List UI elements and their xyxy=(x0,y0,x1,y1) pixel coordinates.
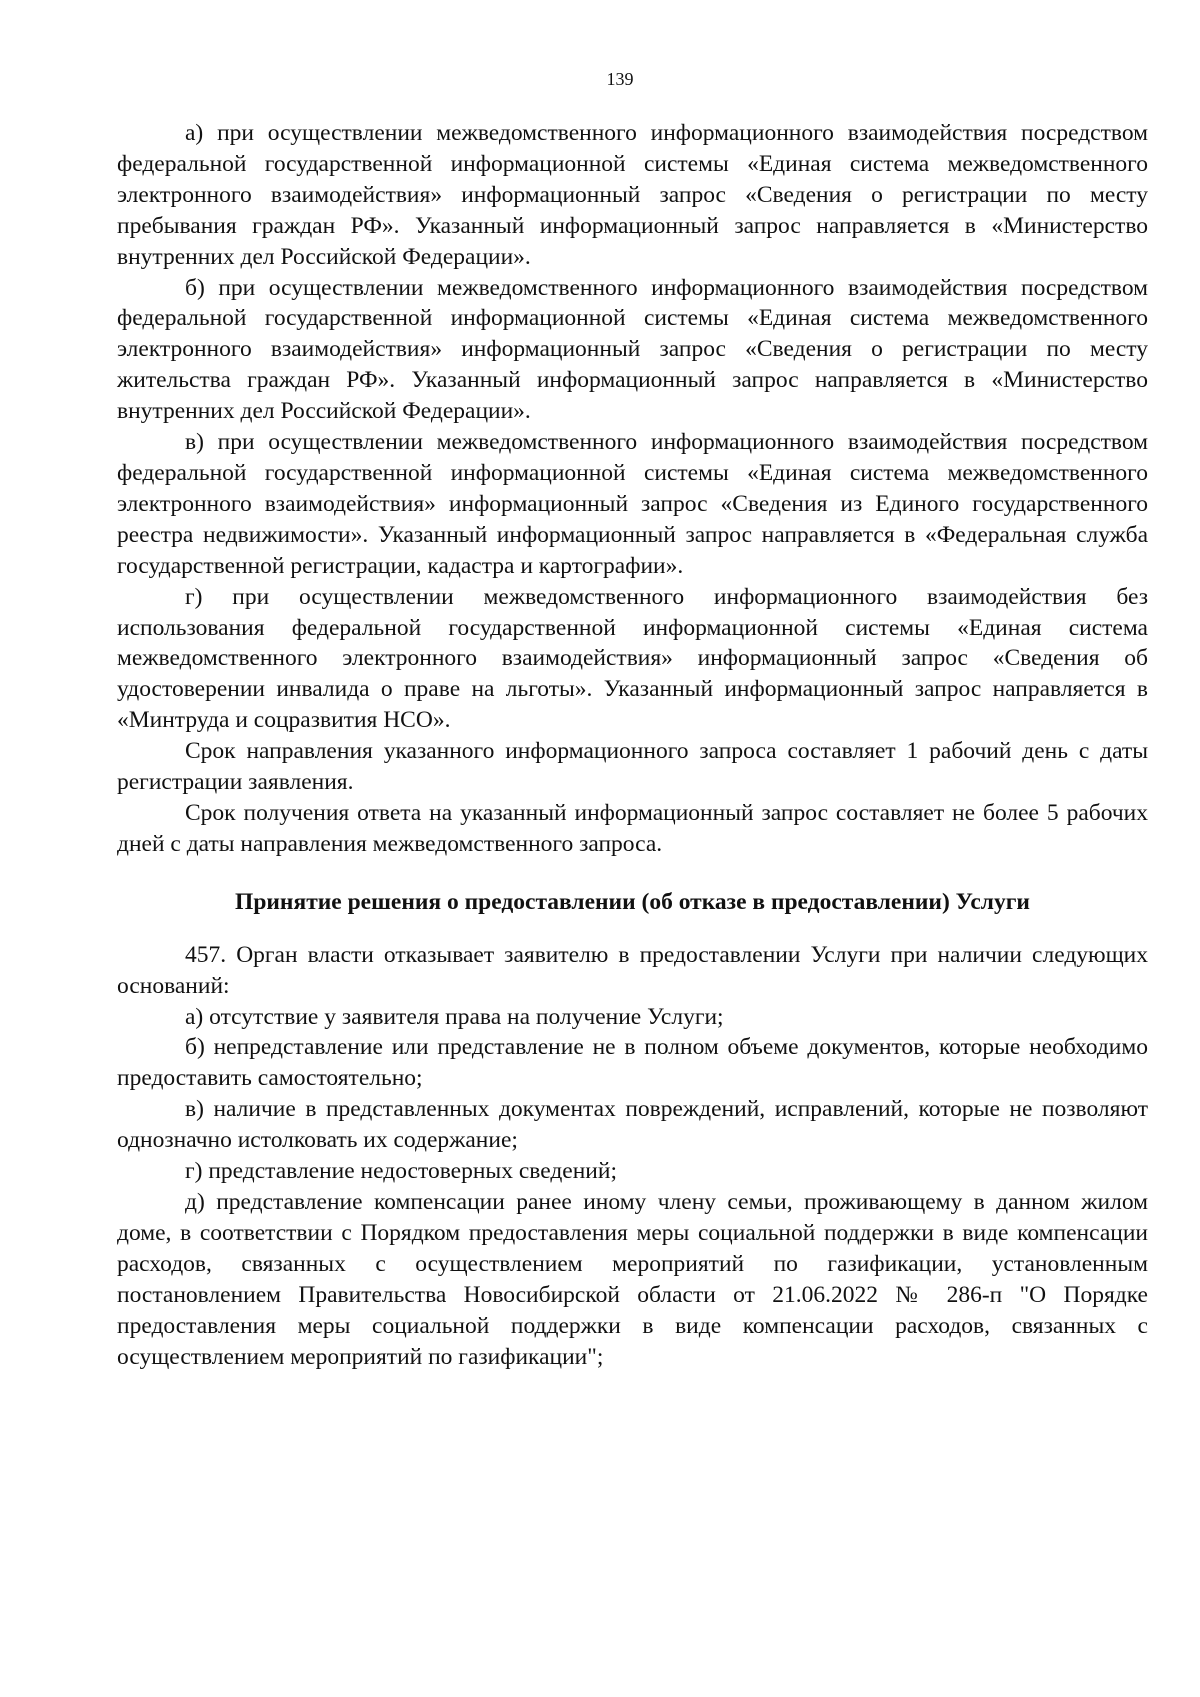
page-number: 139 xyxy=(606,69,634,89)
paragraph-c-real-estate-registry: в) при осуществлении межведомственного информационного взаимодействия посредством федеральной государственной информационной системы «Единая система межведомственного электронного взаимодействия» информационный запрос «Сведения из Единого государственного реестра недвижимости». Указанный информационный запрос направляется в «Федеральная служба государственной регистрации, кадастра и картографии». xyxy=(117,429,1148,579)
paragraph-request-deadline: Срок направления указанного информационного запроса составляет 1 рабочий день с даты регистрации заявления. xyxy=(117,738,1148,796)
refusal-ground-c: в) наличие в представленных документах повреждений, исправлений, которые не позволяют однозначно истолковать их содержание; xyxy=(117,1096,1148,1154)
paragraph-b-residence-registration: б) при осуществлении межведомственного информационного взаимодействия посредством федеральной государственной информационной системы «Единая система межведомственного электронного взаимодействия» информационный запрос «Сведения о регистрации по месту жительства граждан РФ». Указанный информационный запрос направляется в «Министерство внутренних дел Российской Федерации». xyxy=(117,274,1148,425)
paragraph-a-residence-stay: а) при осуществлении межведомственного информационного взаимодействия посредством федеральной государственной информационной системы «Единая система межведомственного электронного взаимодействия» информационный запрос «Сведения о регистрации по месту пребывания граждан РФ». Указанный информационный запрос направляется в «Министерство внутренних дел Российской Федерации». xyxy=(117,120,1148,270)
paragraph-457-refusal: 457. Орган власти отказывает заявителю в предоставлении Услуги при наличии следующих оснований: xyxy=(117,941,1148,999)
refusal-ground-d: г) представление недостоверных сведений; xyxy=(185,1158,617,1185)
refusal-ground-b: б) непредставление или представление не в полном объеме документов, которые необходимо предоставить самостоятельно; xyxy=(117,1034,1148,1092)
paragraph-d-disability-certificate: г) при осуществлении межведомственного информационного взаимодействия без использования федеральной государственной информационной системы «Единая система межведомственного электронного взаимодействия» информационный запрос «Сведения об удостоверении инвалида о праве на льготы». Указанный информационный запрос направляется в «Минтруда и соцразвития НСО». xyxy=(117,583,1148,734)
refusal-ground-a: а) отсутствие у заявителя права на получение Услуги; xyxy=(185,1003,724,1030)
document-body xyxy=(117,118,1148,1372)
refusal-ground-e: д) представление компенсации ранее иному члену семьи, проживающему в данном жилом доме, в соответствии с Порядком предоставления меры социальной поддержки в виде компенсации расходов, связанных с осуществлением мероприятий по газификации, установленным постановлением Правительства Новосибирской области от 21.06.2022 № 286-п "О Порядке предоставления меры социальной поддержки в виде компенсации расходов, связанных с осуществлением мероприятий по газификации"; xyxy=(117,1189,1148,1370)
section-heading: Принятие решения о предоставлении (об отказе в предоставлении) Услуги xyxy=(235,888,1030,915)
paragraph-response-deadline: Срок получения ответа на указанный информационный запрос составляет не более 5 рабочих дней с даты направления межведомственного запроса. xyxy=(117,799,1148,857)
